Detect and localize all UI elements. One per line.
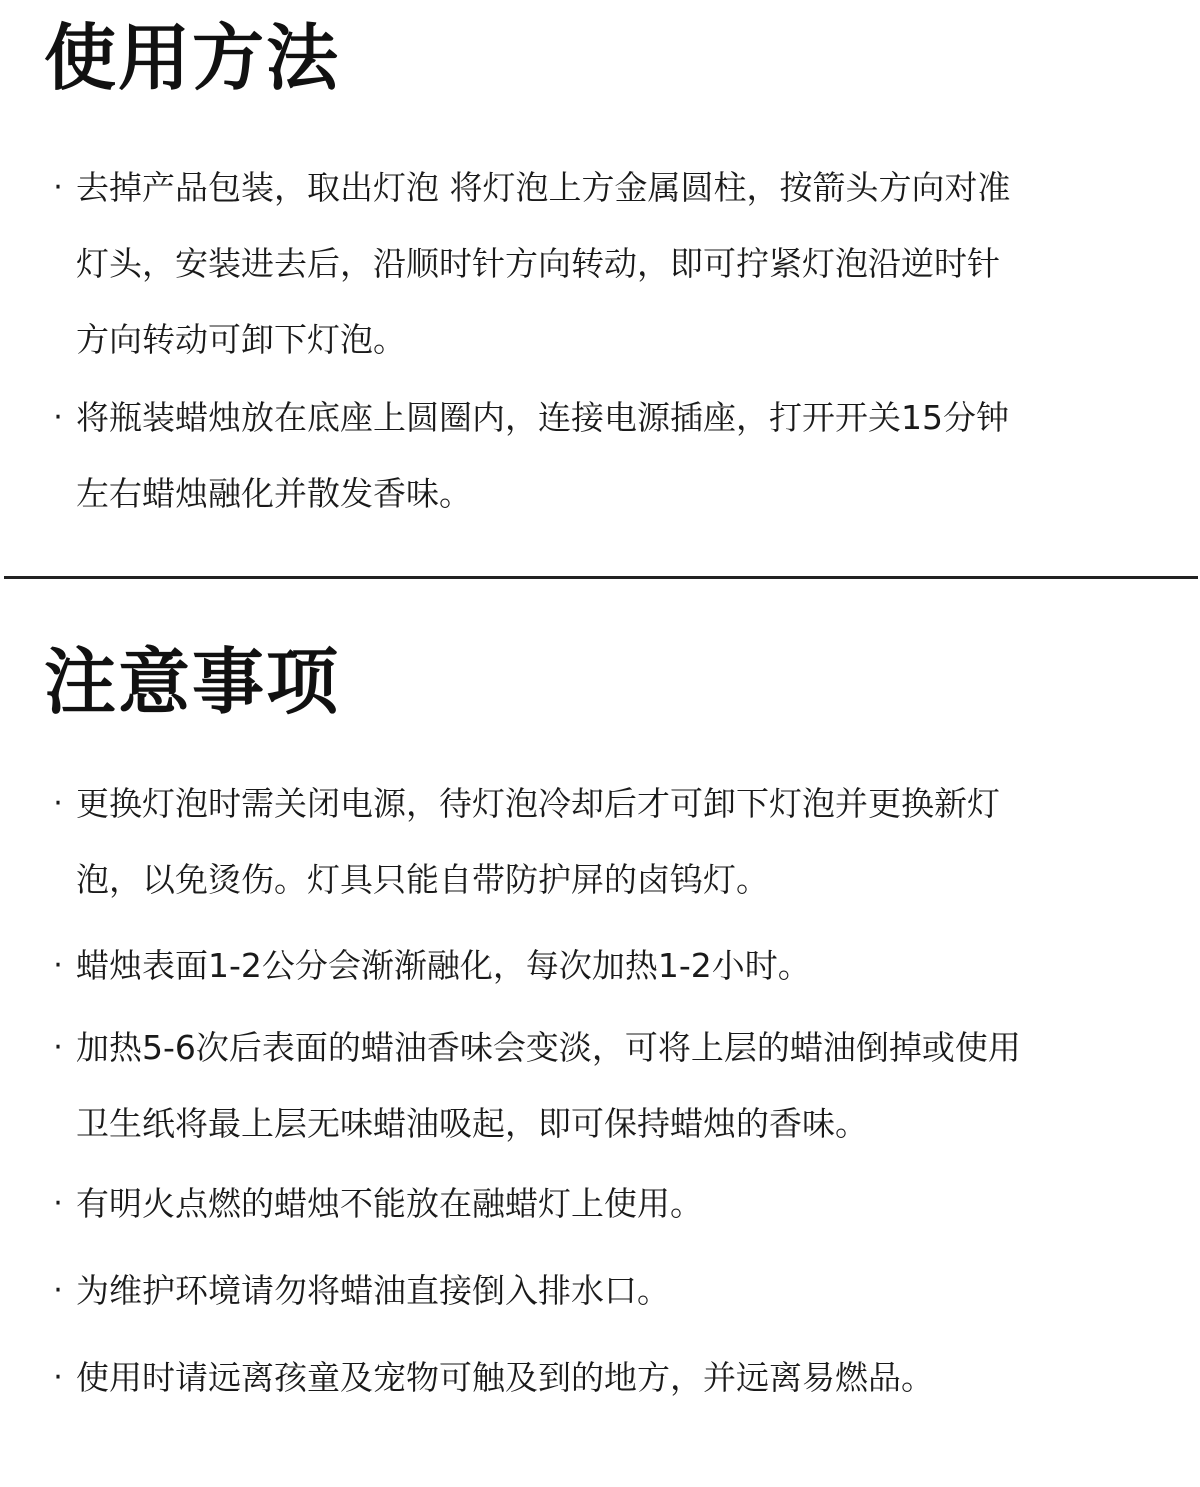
usage-item [48,380,1128,532]
notes-item-text: 蜡烛表面1-2公分会渐渐融化，每次加热1-2小时。 [76,946,811,985]
bullet-dot: · [53,1186,63,1221]
notes-item-text: 有明火点燃的蜡烛不能放在融蜡灯上使用。 [76,1184,703,1223]
notes-item-text: 使用时请远离孩童及宠物可触及到的地方，并远离易燃品。 [76,1358,934,1397]
bullet-dot: · [53,786,63,821]
notes-item [48,1253,1128,1329]
bullet-dot: · [53,1030,63,1065]
notes-item-text: 加热5-6次后表面的蜡油香味会变淡，可将上层的蜡油倒掉或使用 卫生纸将最上层无味蜡油吸起，即可保持蜡烛的香味。 [76,1028,1021,1143]
notes-item [48,766,1128,918]
bullet-dot: · [53,1360,63,1395]
notes-item [48,1010,1128,1162]
usage-item [48,150,1128,378]
usage-section-title: 使用方法 [44,16,341,100]
bullet-dot: · [53,948,63,983]
usage-item-text: 将瓶装蜡烛放在底座上圆圈内，连接电源插座，打开开关15分钟 左右蜡烛融化并散发香味。 [76,398,1009,513]
usage-item-text: 去掉产品包装，取出灯泡 将灯泡上方金属圆柱，按箭头方向对准 灯头，安装进去后，沿顺时针方向转动，即可拧紧灯泡沿逆时针 方向转动可卸下灯泡。 [76,168,1011,359]
bullet-dot: · [53,1273,63,1308]
notes-item [48,928,1128,1004]
section-divider [4,576,1198,579]
notes-item [48,1166,1128,1242]
notes-item-text: 为维护环境请勿将蜡油直接倒入排水口。 [76,1271,670,1310]
notes-section-title: 注意事项 [44,640,341,724]
notes-item [48,1340,1128,1416]
bullet-dot: · [53,400,63,435]
bullet-dot: · [53,170,63,205]
notes-item-text: 更换灯泡时需关闭电源，待灯泡冷却后才可卸下灯泡并更换新灯 泡，以免烫伤。灯具只能自带防护屏的卤钨灯。 [76,784,1000,899]
